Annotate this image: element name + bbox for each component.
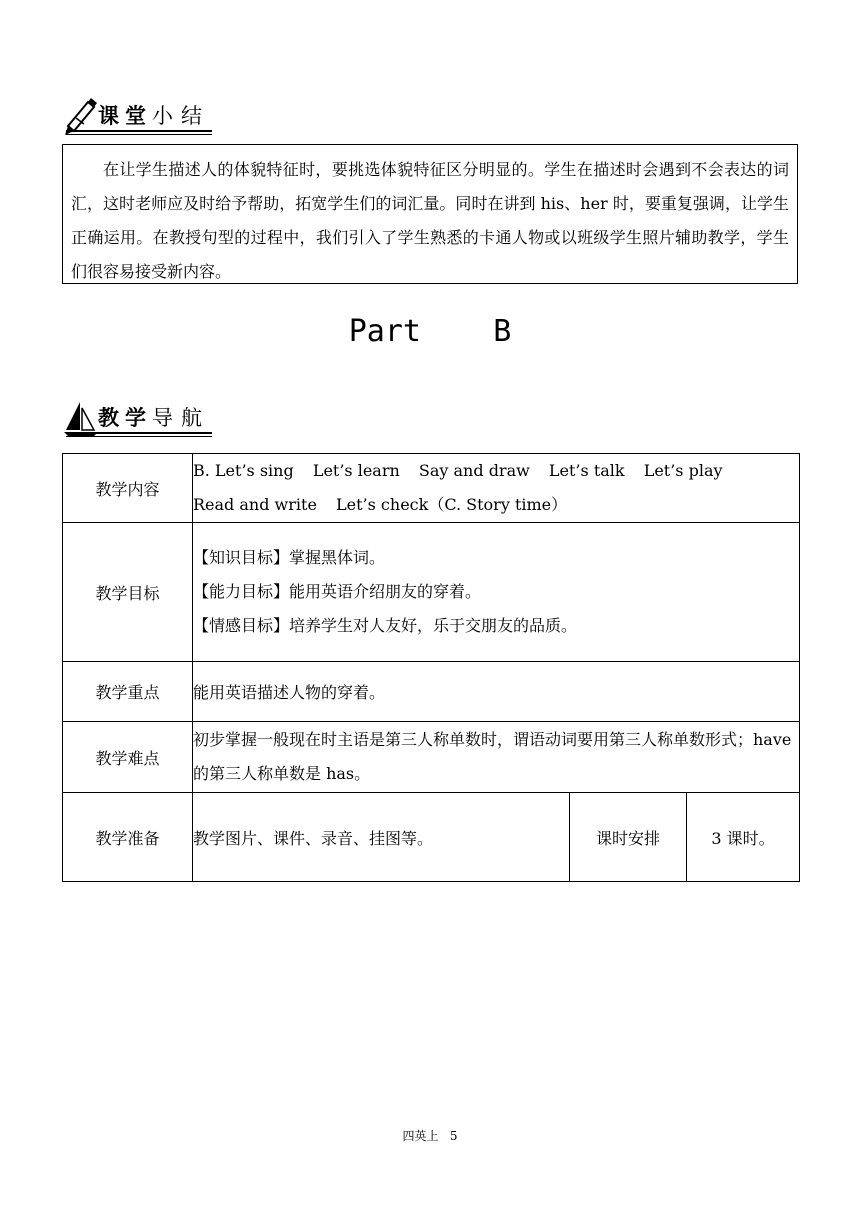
label-objectives: 教学目标 (63, 523, 193, 662)
cell-content (193, 454, 800, 523)
content-line-2 (193, 488, 799, 522)
content-item: Let’s check（C. Story time） (336, 495, 568, 514)
footer-book: 四英上 (402, 1129, 439, 1143)
guide-section-header (62, 398, 212, 440)
objective-emotion: 【情感目标】培养学生对人友好，乐于交朋友的品质。 (193, 616, 578, 635)
guide-heading: 教学导航 (98, 406, 210, 430)
label-preparation: 教学准备 (63, 793, 193, 882)
page-footer (0, 1127, 860, 1144)
table-row-objectives (63, 523, 800, 662)
table-row-difficulties (63, 722, 800, 793)
teaching-guide-table (62, 453, 800, 882)
content-line-1 (193, 454, 799, 488)
cell-preparation: 教学图片、课件、录音、挂图等。 (193, 793, 570, 882)
summary-text: 在让学生描述人的体貌特征时，要挑选体貌特征区分明显的。学生在描述时会遇到不会表达的词汇，这时老师应及时给予帮助，拓宽学生们的词汇量。同时在讲到 his、her 时，要重复强调，让学生正确运用。在教授句型的过程中，我们引入了学生熟悉的卡通人物或以班级学生照片辅助教学，学生们很容易接受新内容。 (71, 160, 789, 281)
objective-knowledge: 【知识目标】掌握黑体词。 (193, 548, 386, 567)
table-row-key-points (63, 662, 800, 722)
table-row-preparation (63, 793, 800, 882)
cell-objectives (193, 523, 800, 662)
footer-page-number: 5 (449, 1129, 458, 1143)
content-item: Let’s learn (312, 461, 400, 480)
content-item: Let’s play (643, 461, 723, 480)
table-row-content (63, 454, 800, 523)
summary-heading-underline (66, 130, 212, 135)
label-schedule: 课时安排 (570, 793, 687, 882)
part-title: Part B (348, 314, 512, 349)
summary-heading: 课堂小结 (98, 104, 210, 128)
content-item: Let’s talk (548, 461, 625, 480)
label-content: 教学内容 (63, 454, 193, 523)
content-item: Read and write (193, 495, 317, 514)
label-difficulties: 教学难点 (63, 722, 193, 793)
summary-text-box (62, 144, 798, 284)
cell-difficulties: 初步掌握一般现在时主语是第三人称单数时，谓语动词要用第三人称单数形式；have 的第三人称单数是 has。 (193, 722, 800, 793)
guide-heading-underline (66, 432, 212, 437)
cell-schedule: 3 课时。 (687, 793, 800, 882)
content-item: Say and draw (418, 461, 530, 480)
content-item: B. Let’s sing (193, 461, 294, 480)
cell-key-points: 能用英语描述人物的穿着。 (193, 662, 800, 722)
summary-section-header (62, 96, 212, 138)
objective-ability: 【能力目标】能用英语介绍朋友的穿着。 (193, 582, 482, 601)
label-key-points: 教学重点 (63, 662, 193, 722)
